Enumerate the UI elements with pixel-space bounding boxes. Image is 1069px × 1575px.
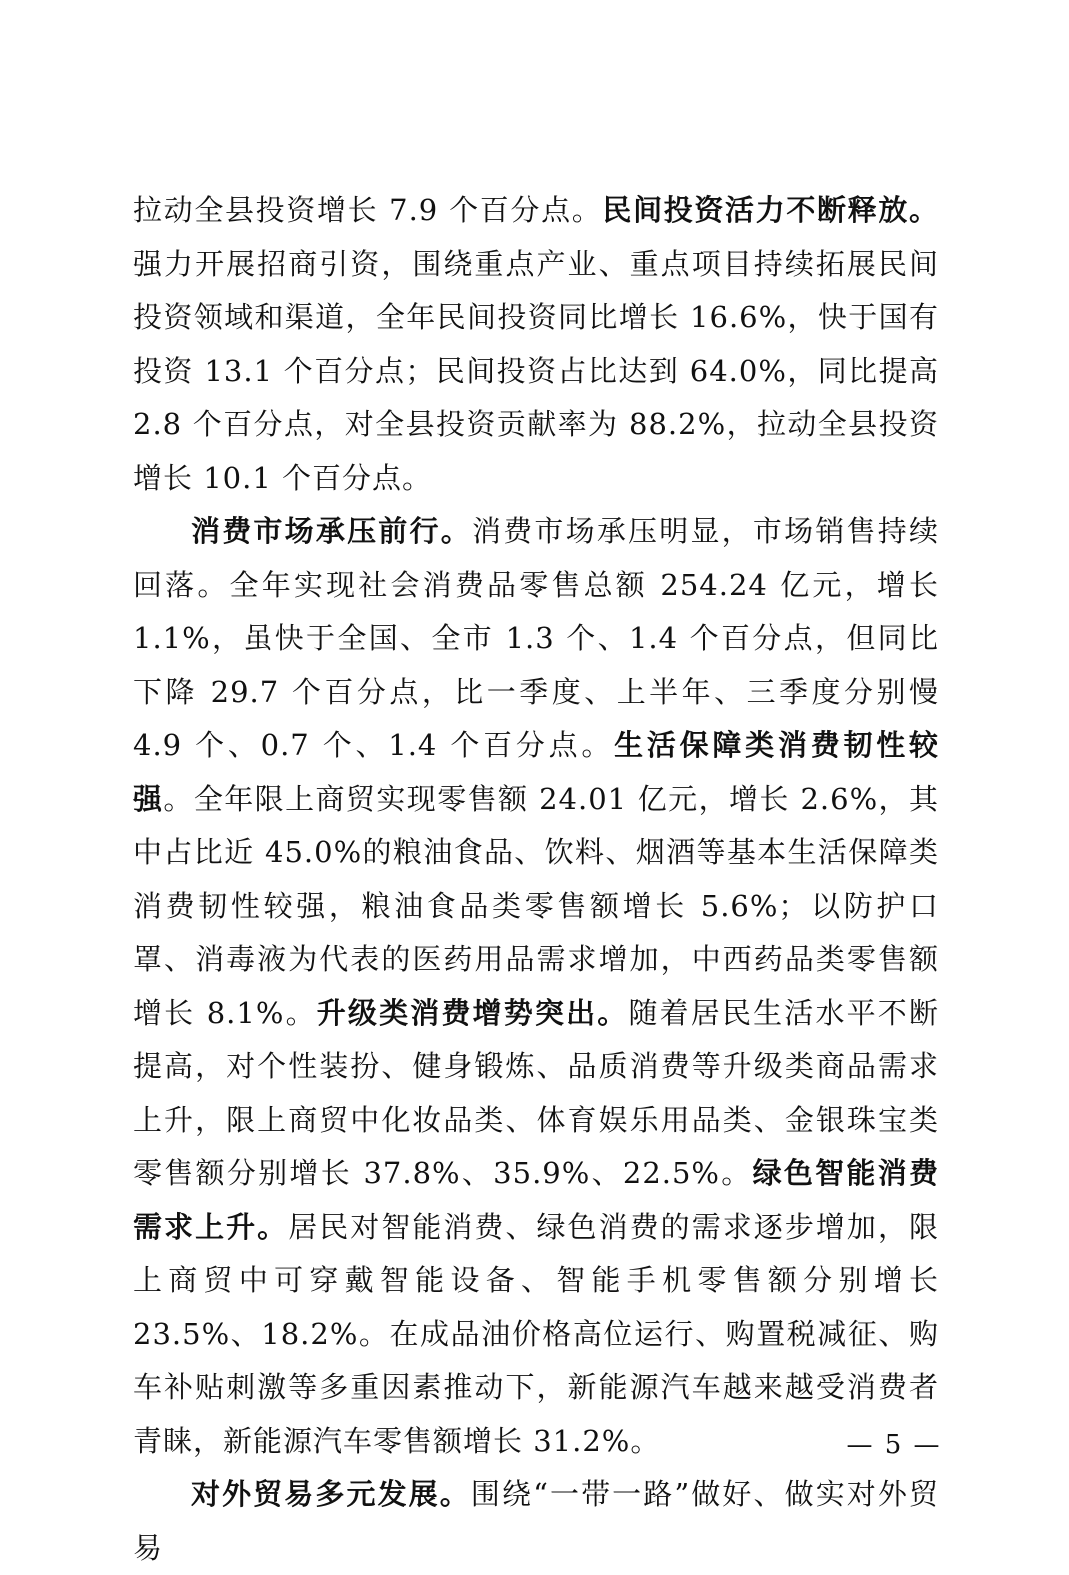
text-segment: 随着居民生活水平不断提高，对个性装扮、健身锻炼、品质消费等升级类商品需求上升，限上商贸中化妆品类、体育娱乐用品类、金银珠宝类零售额分别增长 37.8%、35.9%、22.5%。 <box>133 995 939 1190</box>
document-body <box>133 184 939 1575</box>
text-segment: 。全年限上商贸实现零售额 24.01 亿元，增长 2.6%，其中占比近 45.0%的粮油食品、饮料、烟酒等基本生活保障类消费韧性较强，粮油食品类零售额增长 5.6%；以防护口罩、消毒液为代表的医药用品需求增加，中西药品类零售额增长 8.1%。 <box>133 781 939 1030</box>
page-number: — 5 — <box>846 1430 942 1460</box>
paragraph-foreign-trade <box>133 1468 939 1575</box>
heading-upgrade-consumption: 升级类消费增势突出。 <box>316 995 629 1030</box>
heading-foreign-trade: 对外贸易多元发展。 <box>191 1477 471 1511</box>
heading-consumption-market: 消费市场承压前行。 <box>191 514 472 548</box>
heading-essential-consumption: 生活保障类消费韧性较强 <box>133 728 939 816</box>
text-segment: 围绕“一带一路”做好、做实对外贸易 <box>133 1477 939 1565</box>
paragraph-consumption <box>133 505 939 1468</box>
text-segment: 强力开展招商引资，围绕重点产业、重点项目持续拓展民间投资领域和渠道，全年民间投资同比增长 16.6%，快于国有投资 13.1 个百分点；民间投资占比达到 64.0%，同比提高 2.8 个百分点，对全县投资贡献率为 88.2%，拉动全县投资增长 10.1 个百分点。 <box>133 246 939 495</box>
paragraph-investment <box>133 184 939 505</box>
heading-private-investment: 民间投资活力不断释放。 <box>602 193 939 227</box>
text-segment: 拉动全县投资增长 7.9 个百分点。 <box>133 193 603 227</box>
text-segment: 居民对智能消费、绿色消费的需求逐步增加，限上商贸中可穿戴智能设备、智能手机零售额分别增长 23.5%、18.2%。在成品油价格高位运行、购置税减征、购车补贴刺激等多重因素推动下，新能源汽车越来越受消费者青睐，新能源汽车零售额增长 31.2%。 <box>133 1209 939 1458</box>
text-segment: 消费市场承压明显，市场销售持续回落。全年实现社会消费品零售总额 254.24 亿元，增长 1.1%，虽快于全国、全市 1.3 个、1.4 个百分点，但同比下降 29.7 个百分点，比一季度、上半年、三季度分别慢 4.9 个、0.7 个、1.4 个百分点。 <box>133 514 939 762</box>
heading-green-smart-consumption: 绿色智能消费需求上升。 <box>133 1156 939 1244</box>
